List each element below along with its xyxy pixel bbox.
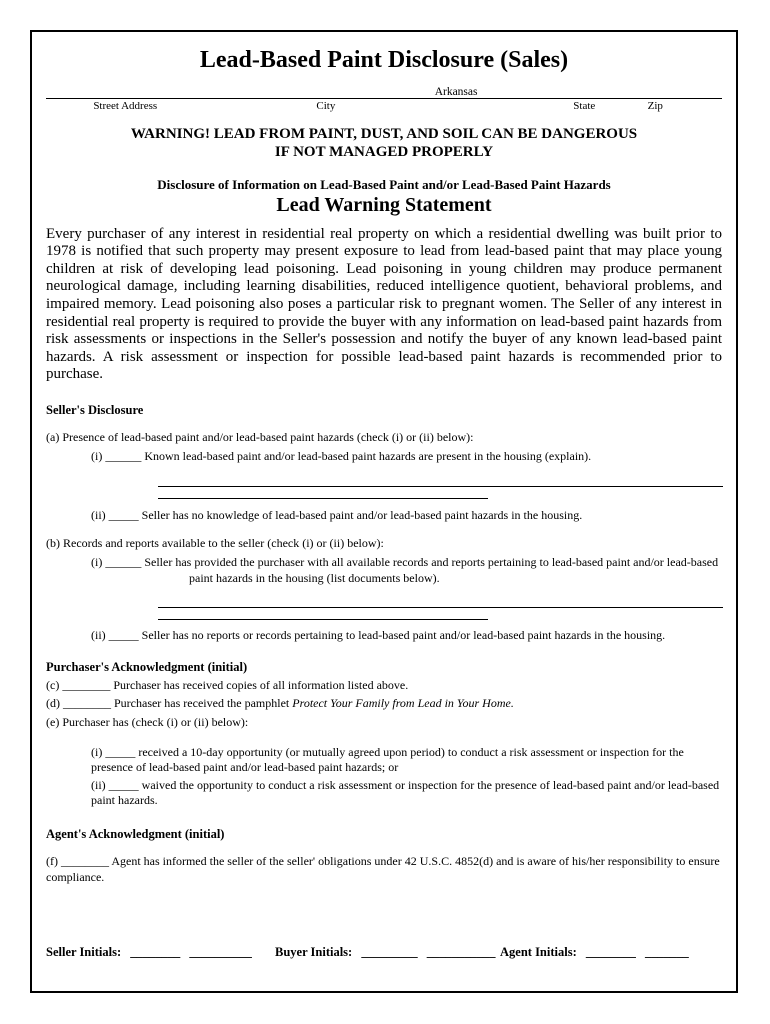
agents-acknowledgment-heading: Agent's Acknowledgment (initial)	[46, 827, 225, 842]
agent-initials-blank-1[interactable]: ________	[585, 945, 636, 960]
state-label: State	[573, 99, 596, 112]
item-b-ii: (ii) _____ Seller has no reports or records pertaining to lead-based paint and/or lead-based paint hazards in the housing.	[91, 628, 666, 643]
item-b: (b) Records and reports available to the seller (check (i) or (ii) below):	[46, 535, 384, 550]
agent-initials-label: Agent Initials:	[500, 945, 577, 960]
seller-initials-blank-2[interactable]: __________	[189, 945, 252, 960]
explain-write-line-2[interactable]	[158, 487, 488, 499]
item-e: (e) Purchaser has (check (i) or (ii) below):	[46, 715, 249, 730]
agent-initials-blank-2[interactable]: _______	[645, 945, 689, 960]
address-block	[46, 84, 722, 115]
item-c: (c) ________ Purchaser has received copies of all information listed above.	[46, 677, 409, 692]
warning-line-2: IF NOT MANAGED PROPERLY	[274, 143, 494, 160]
document-title: Lead-Based Paint Disclosure (Sales)	[199, 47, 569, 73]
item-e-ii: (ii) _____ waived the opportunity to conduct a risk assessment or inspection for the presence of lead-based paint and/or lead-based paint hazards.	[91, 777, 720, 808]
documents-write-line-1[interactable]	[158, 596, 723, 608]
initials-row	[46, 945, 722, 960]
item-d	[46, 696, 722, 712]
address-write-line[interactable]	[46, 84, 722, 99]
buyer-initials-blank-2[interactable]: ___________	[426, 945, 496, 960]
item-e-i: (i) _____ received a 10-day opportunity (or mutually agreed upon period) to conduct a risk assessment or inspection for the presence of lead-based paint and/or lead-based paint hazards; or	[91, 744, 684, 775]
item-a-i: (i) ______ Known lead-based paint and/or lead-based paint hazards are present in the housing (explain).	[91, 449, 592, 464]
city-label: City	[316, 99, 336, 112]
agent-initials-group	[500, 945, 689, 960]
documents-write-line-2[interactable]	[158, 608, 488, 620]
item-f: (f) ________ Agent has informed the seller of the seller' obligations under 42 U.S.C. 4852(d) and is aware of his/her responsibility to ensure compliance.	[46, 854, 720, 884]
item-a-ii: (ii) _____ Seller has no knowledge of lead-based paint and/or lead-based paint hazards in the housing.	[91, 507, 583, 522]
seller-initials-group	[46, 945, 275, 960]
address-labels	[46, 99, 722, 115]
state-prefill-value: Arkansas	[434, 86, 478, 99]
seller-initials-blank-1[interactable]: ________	[130, 945, 181, 960]
buyer-initials-label: Buyer Initials:	[275, 945, 353, 960]
street-address-label: Street Address	[93, 99, 158, 112]
buyer-initials-blank-1[interactable]: _________	[361, 945, 418, 960]
disclosure-subtitle: Disclosure of Information on Lead-Based Paint and/or Lead-Based Paint Hazards	[157, 176, 611, 192]
document-page	[30, 30, 738, 993]
warning-heading	[46, 125, 722, 161]
pamphlet-title: Protect Your Family from Lead in Your Home.	[292, 696, 514, 711]
warning-line-1: WARNING! LEAD FROM PAINT, DUST, AND SOIL CAN BE DANGEROUS	[130, 125, 638, 142]
buyer-initials-group	[275, 945, 500, 960]
item-b-i: (i) ______ Seller has provided the purchaser with all available records and reports pertaining to lead-based paint and/or lead-based paint hazards in the housing (list documents below).	[91, 555, 719, 585]
seller-initials-label: Seller Initials:	[46, 945, 122, 960]
item-a: (a) Presence of lead-based paint and/or lead-based paint hazards (check (i) or (ii) below):	[46, 429, 474, 444]
purchasers-acknowledgment-heading: Purchaser's Acknowledgment (initial)	[46, 659, 248, 674]
sellers-disclosure-heading: Seller's Disclosure	[46, 402, 144, 417]
zip-label: Zip	[647, 99, 663, 112]
explain-write-line-1[interactable]	[158, 475, 723, 487]
lead-warning-statement-body: Every purchaser of any interest in residential real property on which a residential dwelling was built prior to 1978 is notified that such property may present exposure to lead from lead-based paint that may place young children at risk of developing lead poisoning. Lead poisoning in young children may produce permanent neurological damage, including learning disabilities, reduced intelligence quotient, behavioral problems, and impaired memory. Lead poisoning also poses a particular risk to pregnant women. The Seller of any interest in residential real property is required to provide the buyer with any information on lead-based paint hazards from risk assessments or inspections in the Seller's possession and notify the buyer of any known lead-based paint hazards. A risk assessment or inspection for possible lead-based paint hazards is recommended prior to purchase.	[46, 225, 722, 383]
item-d-text: (d) ________ Purchaser has received the pamphlet	[46, 696, 293, 711]
lead-warning-statement-heading: Lead Warning Statement	[276, 193, 492, 216]
